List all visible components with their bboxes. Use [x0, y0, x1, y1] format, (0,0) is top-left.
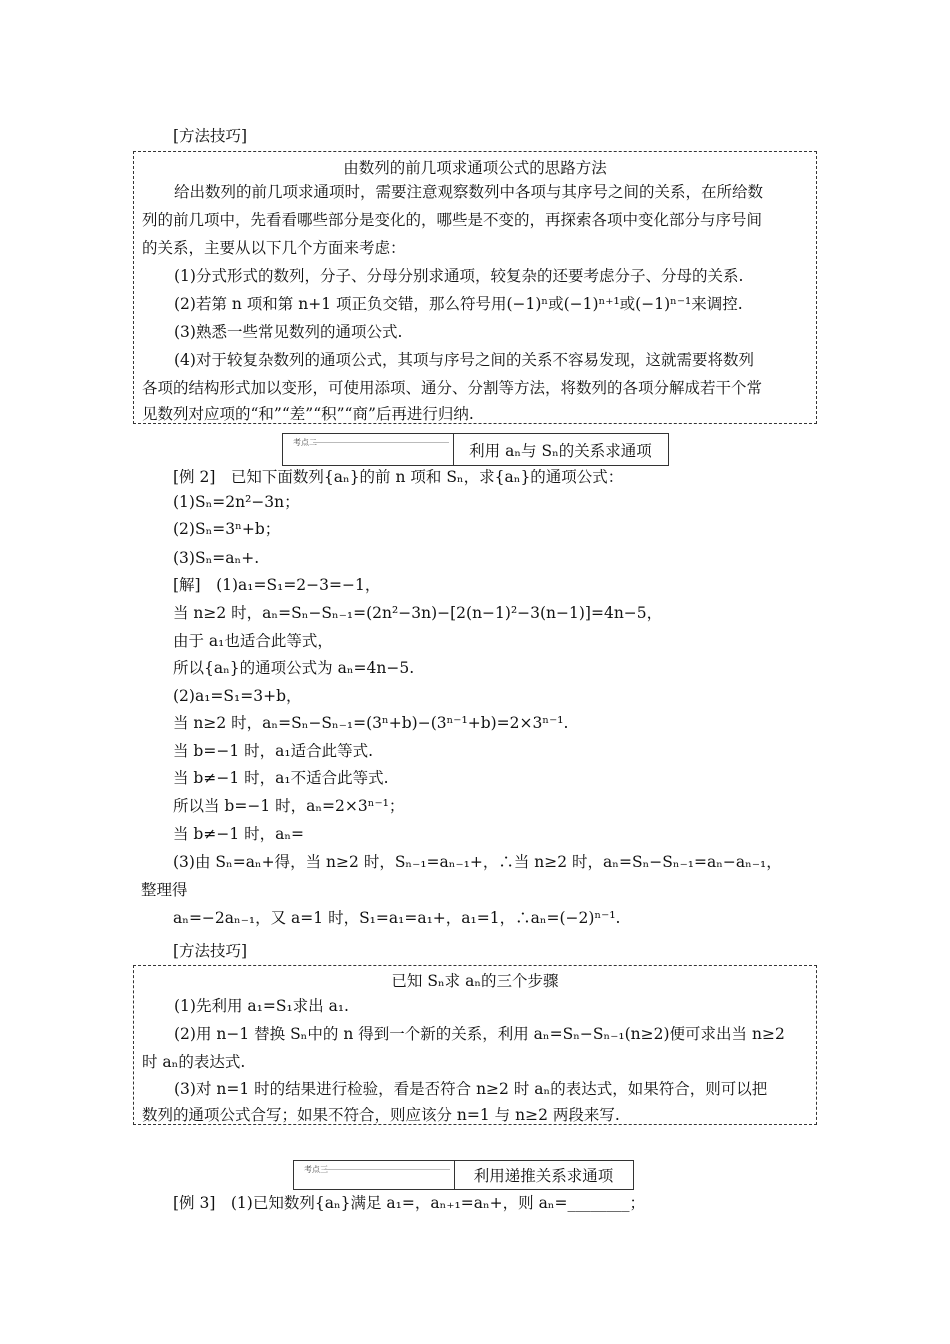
method-box-1-line: 各项的结构形式加以变形，可使用添项、通分、分割等方法，将数列的各项分解成若干个常 [142, 379, 763, 397]
example-2-line: 所以{aₙ}的通项公式为 aₙ=4n−5. [173, 659, 415, 677]
method-box-2-line: (1)先利用 a₁=S₁求出 a₁. [174, 997, 349, 1015]
example-2-line: (1)Sₙ=2n²−3n； [173, 493, 300, 511]
example-2-line: 当 n≥2 时，aₙ=Sₙ−Sₙ₋₁=(3ⁿ+b)−(3ⁿ⁻¹+b)=2×3ⁿ⁻¹. [173, 714, 569, 732]
method-box-1-line: 列的前几项中，先看看哪些部分是变化的，哪些是不变的，再探索各项中变化部分与序号间 [142, 211, 763, 229]
method-box-2 [133, 965, 817, 1125]
example-2-line: 由于 a₁也适合此等式， [173, 632, 333, 650]
method-box-2-line: (2)用 n−1 替换 Sₙ中的 n 得到一个新的关系，利用 aₙ=Sₙ−Sₙ₋₁(n≥2)便可求出当 n≥2 [174, 1025, 785, 1043]
method-heading-2: [方法技巧] [173, 942, 248, 960]
topic-title-3: 利用递推关系求通项 [473, 1167, 614, 1185]
example-2-line: [解] (1)a₁=S₁=2−3=−1， [173, 576, 381, 594]
example-2-line: aₙ=−2aₙ₋₁，又 a=1 时，S₁=a₁=a₁+，a₁=1，∴aₙ=(−2)ⁿ⁻¹. [173, 909, 621, 927]
example-2-line: 所以当 b=−1 时，aₙ=2×3ⁿ⁻¹； [173, 797, 405, 815]
topic-header-3 [293, 1160, 634, 1190]
example-2-line: 当 b=−1 时，a₁适合此等式. [173, 742, 373, 760]
method-box-1 [133, 151, 817, 424]
method-box-1-line: (3)熟悉一些常见数列的通项公式. [174, 323, 403, 341]
method-box-1-line: 的关系，主要从以下几个方面来考虑： [142, 239, 406, 257]
method-box-1-line: 给出数列的前几项求通项时，需要注意观察数列中各项与其序号之间的关系，在所给数 [174, 183, 764, 201]
example-3-line: [例 3] (1)已知数列{aₙ}满足 a₁=，aₙ₊₁=aₙ+，则 aₙ=________； [173, 1194, 646, 1212]
example-2-line: (3)Sₙ=aₙ+. [173, 549, 260, 567]
method-box-1-line: (4)对于较复杂数列的通项公式，其项与序号之间的关系不容易发现，这就需要将数列 [174, 351, 754, 369]
method-box-1-line: (1)分式形式的数列，分子、分母分别求通项，较复杂的还要考虑分子、分母的关系. [174, 267, 744, 285]
method-box-2-line: 数列的通项公式合写；如果不符合，则应该分 n=1 与 n≥2 两段来写. [142, 1106, 620, 1124]
topic-title-2: 利用 aₙ与 Sₙ的关系求通项 [469, 441, 652, 460]
method-box-2-line: (3)对 n=1 时的结果进行检验，看是否符合 n≥2 时 aₙ的表达式，如果符合，则可以把 [174, 1080, 768, 1098]
example-2-line: 当 n≥2 时，aₙ=Sₙ−Sₙ₋₁=(2n²−3n)−[2(n−1)²−3(n−1)]=4n−5， [173, 604, 663, 622]
example-2-line: (2)Sₙ=3ⁿ+b； [173, 520, 281, 538]
topic-tag-3: 考点三 [294, 1161, 455, 1189]
example-2-line: (2)a₁=S₁=3+b， [173, 687, 302, 705]
example-2-line: 整理得 [141, 881, 188, 899]
method-box-1-line: (2)若第 n 项和第 n+1 项正负交错，那么符号用(−1)ⁿ或(−1)ⁿ⁺¹或(−1)ⁿ⁻¹来调控. [174, 295, 743, 313]
method-heading-1: [方法技巧] [173, 127, 248, 145]
example-2-line: (3)由 Sₙ=aₙ+得，当 n≥2 时，Sₙ₋₁=aₙ₋₁+，∴当 n≥2 时，aₙ=Sₙ−Sₙ₋₁=aₙ−aₙ₋₁， [173, 853, 782, 871]
method-box-1-title: 由数列的前几项求通项公式的思路方法 [343, 159, 607, 177]
method-box-2-line: 时 aₙ的表达式. [142, 1053, 246, 1071]
method-box-1-line: 见数列对应项的“和”“差”“积”“商”后再进行归纳. [142, 405, 474, 423]
topic-tag-2: 考点二 [283, 434, 454, 465]
example-2-line: [例 2] 已知下面数列{aₙ}的前 n 项和 Sₙ，求{aₙ}的通项公式： [173, 468, 624, 486]
method-box-2-title: 已知 Sₙ求 aₙ的三个步骤 [391, 972, 559, 990]
topic-header-2 [282, 433, 669, 466]
example-2-line: 当 b≠−1 时，a₁不适合此等式. [173, 769, 389, 787]
example-2-line: 当 b≠−1 时，aₙ= [173, 825, 305, 843]
